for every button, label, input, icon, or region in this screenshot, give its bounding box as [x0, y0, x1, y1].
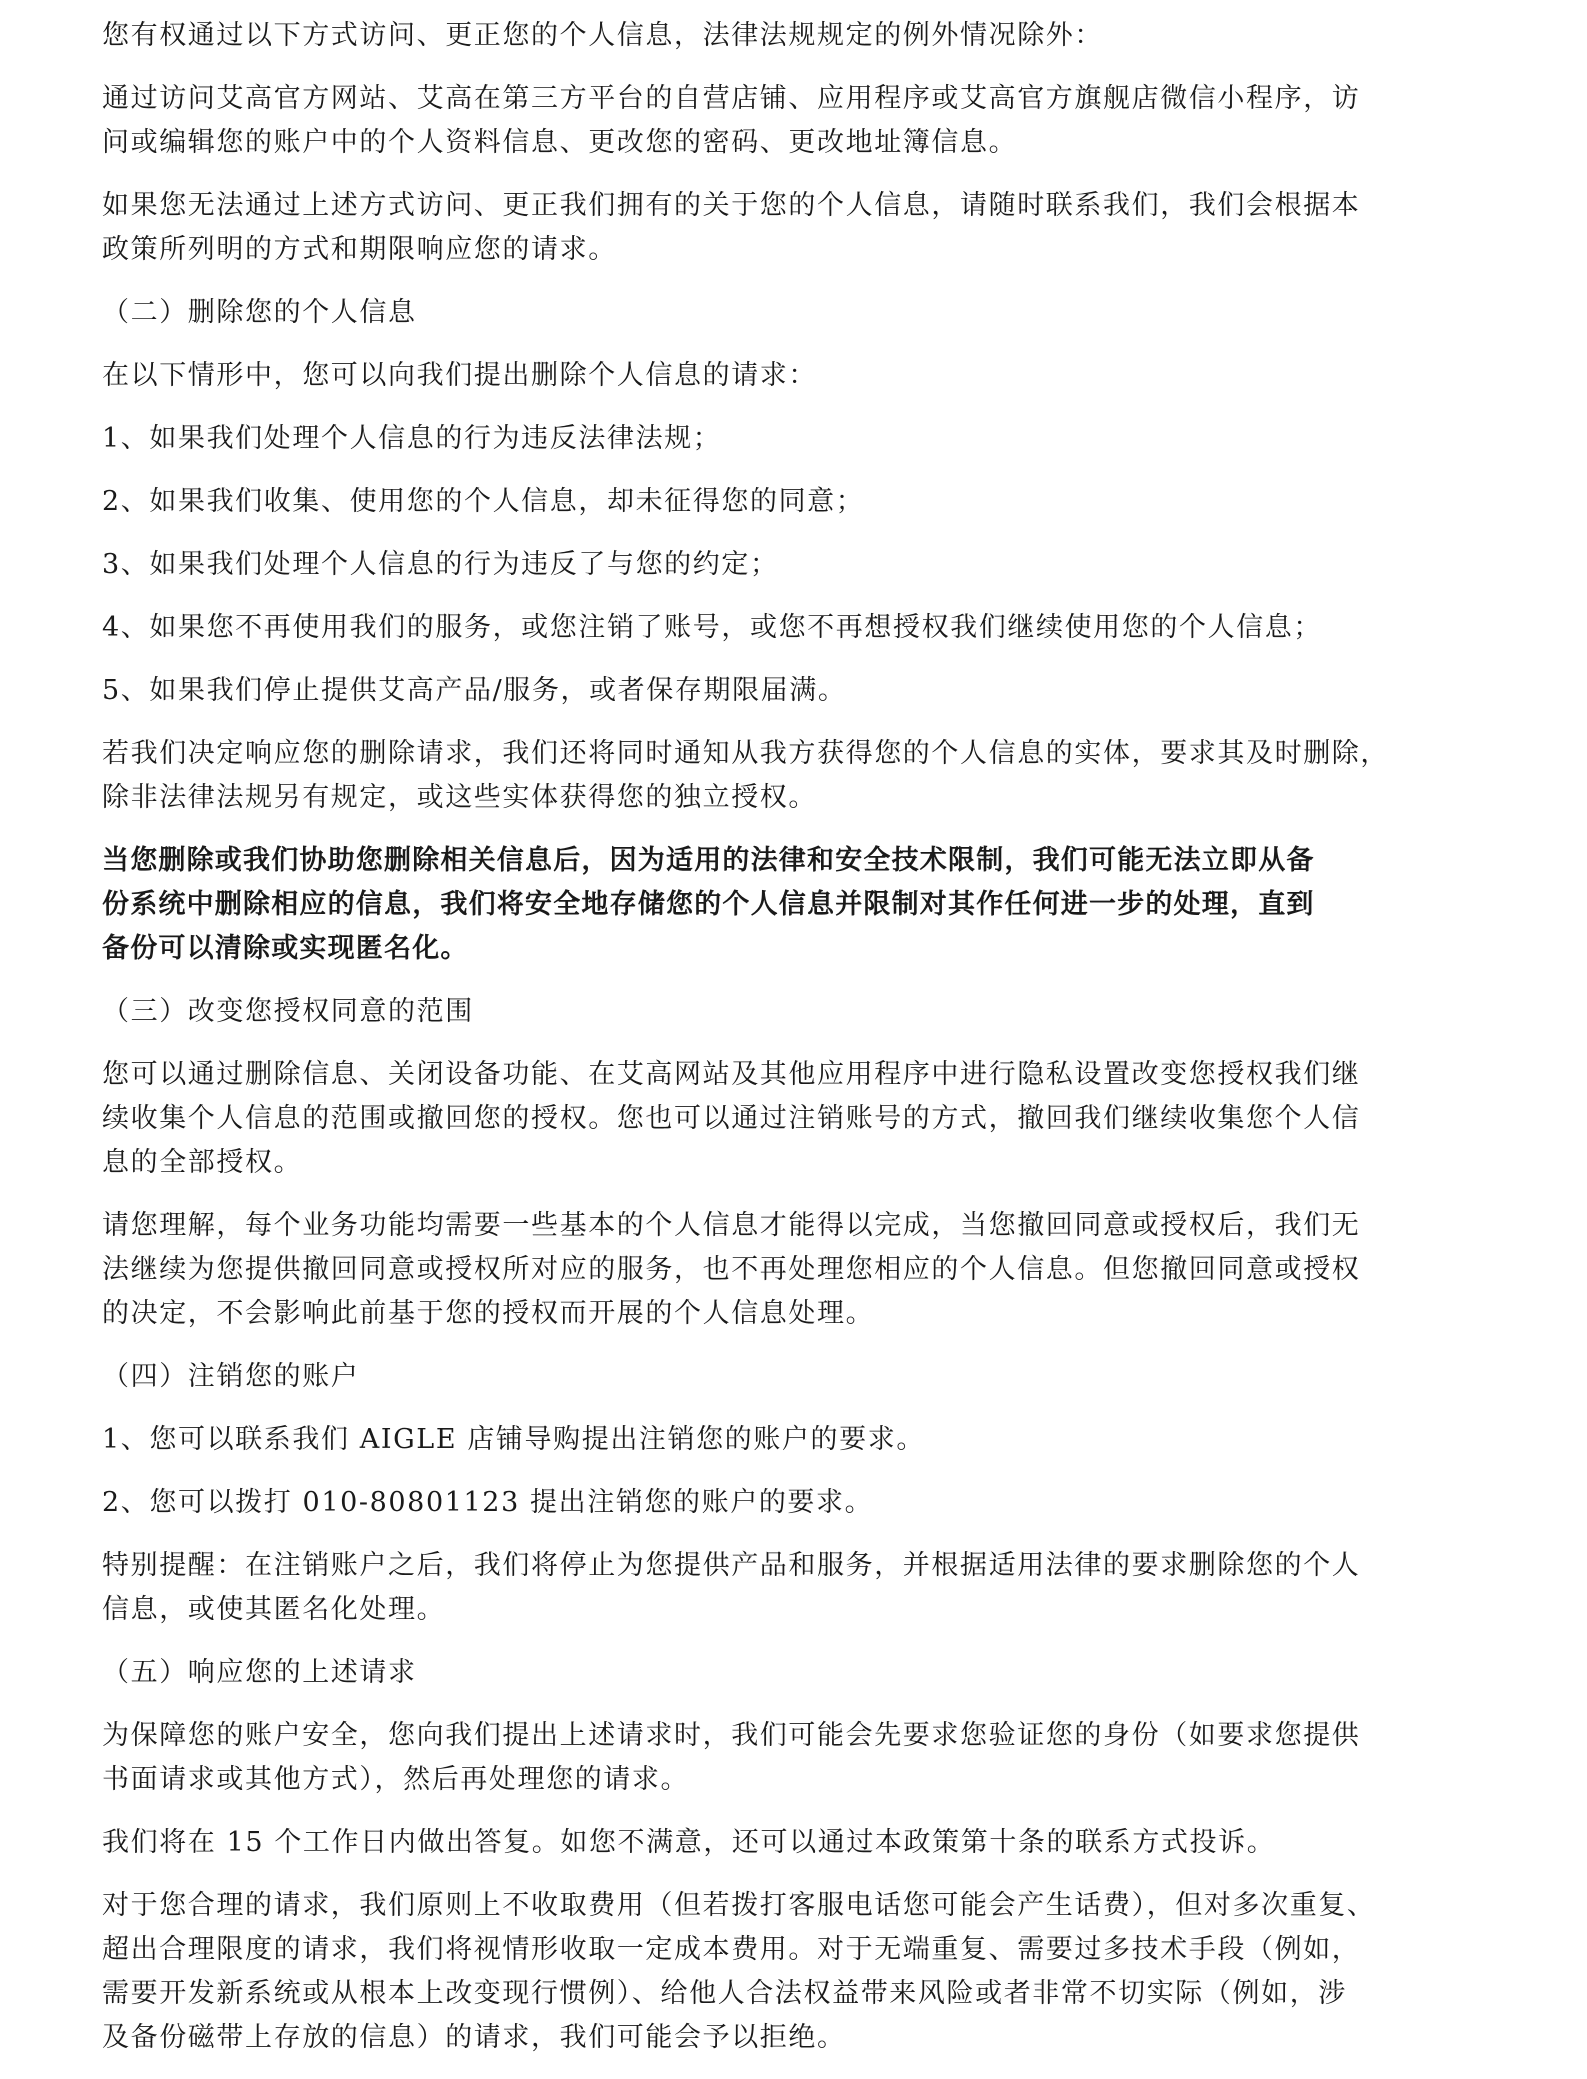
paragraph	[102, 1204, 1494, 1336]
text-line: 问或编辑您的账户中的个人资料信息、更改您的密码、更改地址簿信息。	[102, 127, 1018, 158]
text-line: 超出合理限度的请求，我们将视情形收取一定成本费用。对于无端重复、需要过多技术手段（例如，	[102, 1934, 1361, 1965]
text-line: （三）改变您授权同意的范围	[102, 996, 474, 1027]
paragraph	[102, 1481, 1494, 1525]
document-page	[102, 14, 1494, 2079]
paragraph	[102, 480, 1494, 524]
text-line: 如果您无法通过上述方式访问、更正我们拥有的关于您的个人信息，请随时联系我们，我们会根据本	[102, 190, 1361, 221]
text-line: 对于您合理的请求，我们原则上不收取费用（但若拨打客服电话您可能会产生话费），但对多次重复、	[102, 1890, 1376, 1921]
section-heading	[102, 1355, 1494, 1399]
section-heading	[102, 1651, 1494, 1695]
text-line: 信息，或使其匿名化处理。	[102, 1594, 446, 1625]
paragraph	[102, 354, 1494, 398]
paragraph	[102, 1053, 1494, 1185]
text-line: 为保障您的账户安全，您向我们提出上述请求时，我们可能会先要求您验证您的身份（如要求您提供	[102, 1720, 1361, 1751]
text-line: 若我们决定响应您的删除请求，我们还将同时通知从我方获得您的个人信息的实体，要求其及时删除，	[102, 738, 1389, 769]
paragraph	[102, 1821, 1494, 1865]
text-line: 请您理解，每个业务功能均需要一些基本的个人信息才能得以完成，当您撤回同意或授权后，我们无	[102, 1210, 1361, 1241]
text-line: 需要开发新系统或从根本上改变现行惯例）、给他人合法权益带来风险或者非常不切实际（例如，涉	[102, 1978, 1347, 2009]
paragraph	[102, 184, 1494, 272]
text-line: 书面请求或其他方式），然后再处理您的请求。	[102, 1764, 690, 1795]
paragraph	[102, 77, 1494, 165]
paragraph	[102, 1544, 1494, 1632]
text-line: （四）注销您的账户	[102, 1361, 360, 1392]
text-line: 法继续为您提供撤回同意或授权所对应的服务，也不再处理您相应的个人信息。但您撤回同意或授权	[102, 1254, 1361, 1285]
text-line: 续收集个人信息的范围或撤回您的授权。您也可以通过注销账号的方式，撤回我们继续收集您个人信	[102, 1103, 1361, 1134]
text-line: 的决定，不会影响此前基于您的授权而开展的个人信息处理。	[102, 1298, 875, 1329]
text-line: 1、如果我们处理个人信息的行为违反法律法规；	[102, 423, 722, 454]
paragraph	[102, 543, 1494, 587]
text-line: 除非法律法规另有规定，或这些实体获得您的独立授权。	[102, 782, 817, 813]
text-line: 1、您可以联系我们 AIGLE 店铺导购提出注销您的账户的要求。	[102, 1424, 925, 1455]
section-heading	[102, 291, 1494, 335]
text-line: 及备份磁带上存放的信息）的请求，我们可能会予以拒绝。	[102, 2022, 846, 2053]
text-line: 2、您可以拨打 010-80801123 提出注销您的账户的要求。	[102, 1487, 874, 1518]
text-line: （五）响应您的上述请求	[102, 1657, 417, 1688]
text-line: 2、如果我们收集、使用您的个人信息，却未征得您的同意；	[102, 486, 865, 517]
text-line: （二）删除您的个人信息	[102, 297, 417, 328]
text-line: 政策所列明的方式和期限响应您的请求。	[102, 234, 617, 265]
text-line: 备份可以清除或实现匿名化。	[102, 933, 469, 964]
text-line: 4、如果您不再使用我们的服务，或您注销了账号，或您不再想授权我们继续使用您的个人信息；	[102, 612, 1322, 643]
bold-paragraph	[102, 839, 1494, 971]
paragraph	[102, 417, 1494, 461]
paragraph	[102, 669, 1494, 713]
text-line: 特别提醒：在注销账户之后，我们将停止为您提供产品和服务，并根据适用法律的要求删除您的个人	[102, 1550, 1361, 1581]
text-line: 您可以通过删除信息、关闭设备功能、在艾高网站及其他应用程序中进行隐私设置改变您授权我们继	[102, 1059, 1361, 1090]
text-line: 息的全部授权。	[102, 1147, 303, 1178]
text-line: 通过访问艾高官方网站、艾高在第三方平台的自营店铺、应用程序或艾高官方旗舰店微信小程序，访	[102, 83, 1361, 114]
paragraph	[102, 1418, 1494, 1462]
text-line: 我们将在 15 个工作日内做出答复。如您不满意，还可以通过本政策第十条的联系方式投诉。	[102, 1827, 1276, 1858]
text-line: 3、如果我们处理个人信息的行为违反了与您的约定；	[102, 549, 779, 580]
text-line: 当您删除或我们协助您删除相关信息后，因为适用的法律和安全技术限制，我们可能无法立即从备	[102, 845, 1315, 876]
text-line: 5、如果我们停止提供艾高产品/服务，或者保存期限届满。	[102, 675, 847, 706]
text-line: 您有权通过以下方式访问、更正您的个人信息，法律法规规定的例外情况除外：	[102, 20, 1103, 51]
paragraph	[102, 1714, 1494, 1802]
section-heading	[102, 990, 1494, 1034]
paragraph	[102, 1884, 1494, 2060]
paragraph	[102, 606, 1494, 650]
text-line: 份系统中删除相应的信息，我们将安全地存储您的个人信息并限制对其作任何进一步的处理，直到	[102, 889, 1315, 920]
text-line: 在以下情形中，您可以向我们提出删除个人信息的请求：	[102, 360, 817, 391]
paragraph	[102, 732, 1494, 820]
paragraph	[102, 14, 1494, 58]
